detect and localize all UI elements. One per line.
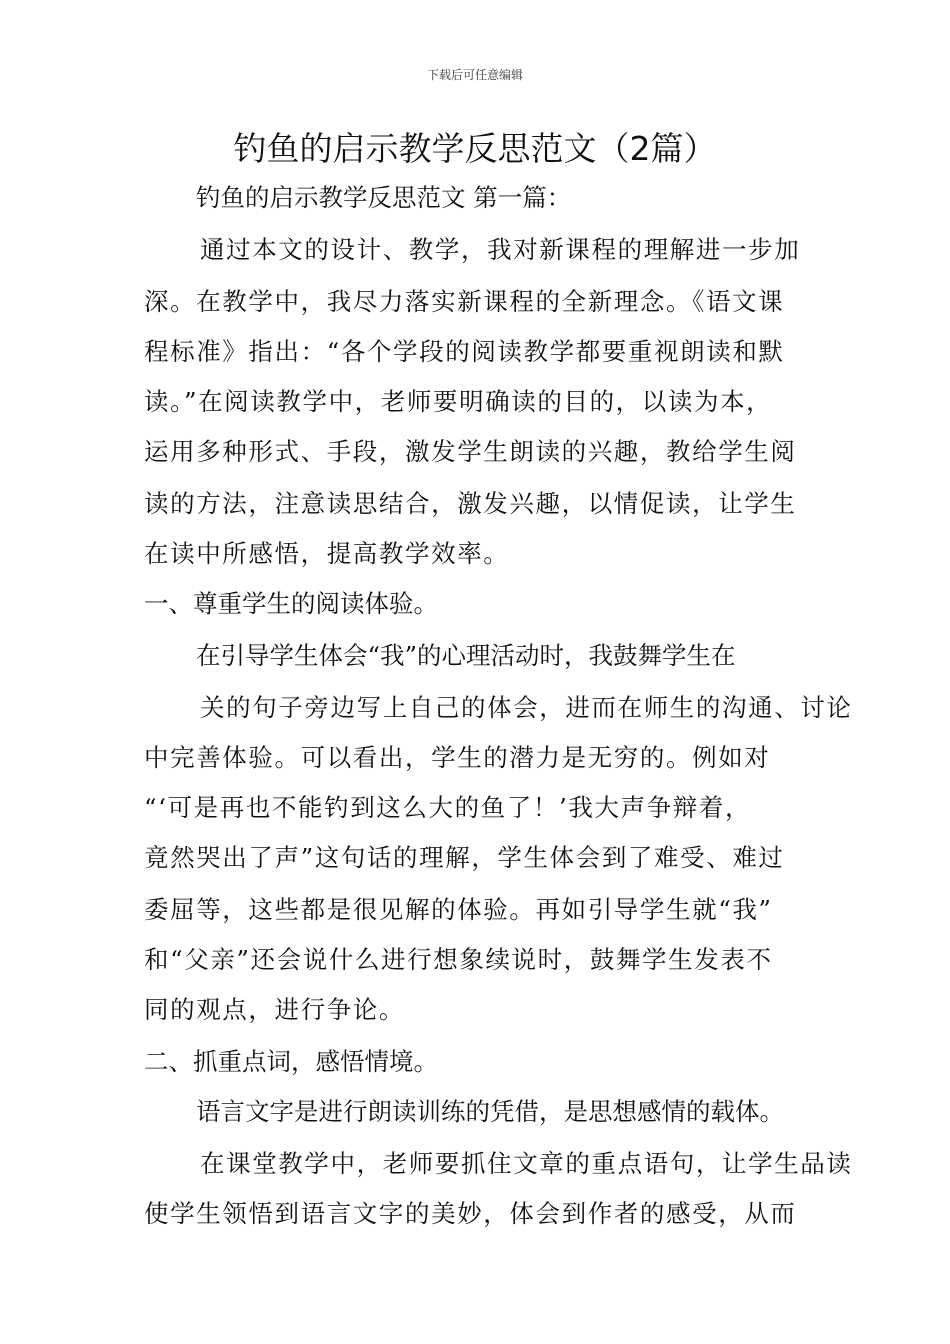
header-note: 下载后可任意编辑 — [426, 68, 523, 82]
paragraph-line: 委屈等，这些都是很见解的体验。再如引导学生就“我” — [144, 895, 773, 924]
paragraph-line: 读。”在阅读教学中，老师要明确读的目的，以读为本， — [144, 387, 773, 416]
paragraph-line: 在读中所感悟，提高教学效率。 — [144, 539, 510, 568]
paragraph-line: 程标准》指出：“各个学段的阅读教学都要重视朗读和默 — [144, 337, 785, 366]
subheading: 一、尊重学生的阅读体验。 — [144, 589, 438, 618]
paragraph-line: 深。在教学中，我尽力落实新课程的全新理念。《语文课 — [144, 287, 785, 316]
paragraph-line: 竟然哭出了声”这句话的理解，学生体会到了难受、难过 — [144, 843, 785, 872]
paragraph-line: “‘可是再也不能钓到这么大的鱼了！’我大声争辩着， — [144, 793, 752, 822]
paragraph-line: 中完善体验。可以看出，学生的潜力是无穷的。例如对 — [144, 743, 771, 772]
paragraph-line: 运用多种形式、手段，激发学生朗读的兴趣，教给学生阅 — [144, 437, 797, 466]
paragraph-line: 使学生领悟到语言文字的美妙，体会到作者的感受，从而 — [144, 1199, 797, 1228]
paragraph-line: 在引导学生体会“我”的心理活动时，我鼓舞学生在 — [196, 641, 736, 670]
paragraph-line: 关的句子旁边写上自己的体会，进而在师生的沟通、讨论 — [200, 693, 853, 722]
section-heading: 钓鱼的启示教学反思范文 第一篇： — [196, 183, 572, 212]
paragraph-line: 通过本文的设计、教学，我对新课程的理解进一步加 — [200, 235, 801, 264]
subheading: 二、抓重点词，感悟情境。 — [144, 1047, 438, 1076]
paragraph-line: 同的观点，进行争论。 — [144, 995, 405, 1024]
paragraph-line: 读的方法，注意读思结合，激发兴趣，以情促读，让学生 — [144, 489, 797, 518]
paragraph-line: 在课堂教学中，老师要抓住文章的重点语句，让学生品读 — [200, 1149, 853, 1178]
document-title: 钓鱼的启示教学反思范文（2篇） — [233, 129, 717, 168]
paragraph-line: 语言文字是进行朗读训练的凭借，是思想感情的载体。 — [196, 1097, 784, 1126]
paragraph-line: 和“父亲”还会说什么进行想象续说时，鼓舞学生发表不 — [144, 945, 773, 974]
